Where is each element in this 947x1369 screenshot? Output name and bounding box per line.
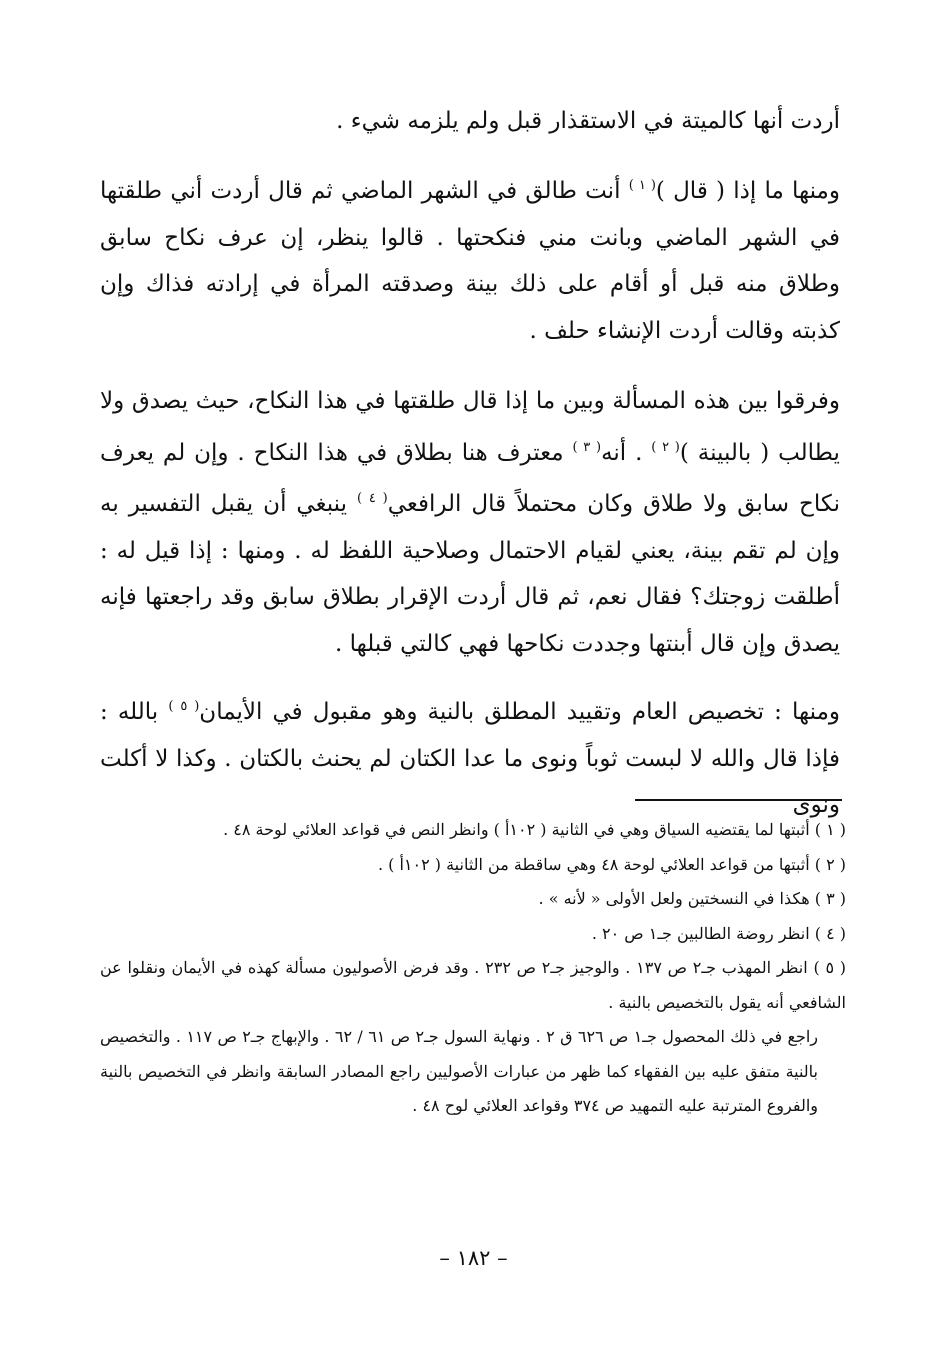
footnote-3: ( ٣ ) هكذا في النسختين ولعل الأولى « لأنه » . [538,889,846,908]
paragraph-3-text-d: ينبغي أن يقبل التفسير به وإن لم تقم بينة، يعني لقيام الاحتمال وصلاحية اللفظ له . ومنها : إذا قيل له : أطلقت زوجتك؟ فقال نعم، ثم قال أردت الإقرار بطلاق سابق وقد راجعتها فإنه يصدق وإن قال أبنتها وجددت نكاحها فهي كالتي قبلها . [100,491,840,657]
page-number: – ١٨٢ – [439,1246,508,1270]
footnote-ref-3: ( ٣ ) [572,439,602,455]
footnote-1: ( ١ ) أثبتها لما يقتضيه السياق وهي في الثانية ( ١٠٢أ ) وانظر النص في قواعد العلائي لوحة ٤٨ . [223,820,846,839]
footnote-ref-2: ( ٢ ) [651,439,680,455]
footnote-ref-1: ( ١ ) [628,178,656,193]
footnote-ref-4: ( ٤ ) [356,491,388,506]
paragraph-1 [100,98,840,145]
footnote-2: ( ٢ ) أثبتها من قواعد العلائي لوحة ٤٨ وهي ساقطة من الثانية ( ١٠٢أ ) . [377,854,846,874]
paragraph-2-text-a: ومنها ما إذا ( قال ) [655,178,840,204]
paragraph-2-text-b: أنت طالق في الشهر الماضي ثم قال أردت أني طلقتها في الشهر الماضي وبانت مني فنكحتها . قالوا ينظر، إن عرف نكاح سابق وطلاق منه قبل أو أقام على ذلك بينة وصدقته المرأة في إرادته فذاك وإن كذبته وقالت أردت الإنشاء حلف . [100,178,840,344]
paragraph-4 [100,684,840,829]
footnotes [100,813,846,1124]
paragraph-3-text-c: معترف هنا بطلاق في هذا النكاح . وإن لم يعرف نكاح سابق ولا طلاق وكان محتملاً قال الرافعي [100,439,840,517]
paragraph-4-text-b: بالله : فإذا قال والله لا لبست ثوباً ونوى ما عدا الكتان لم يحنث بالكتان . وكذا لا أكلت ونوى [100,699,840,818]
footnote-4: ( ٤ ) انظر روضة الطالبين جـ١ ص ٢٠ . [591,923,846,943]
paragraph-1-text: أردت أنها كالميتة في الاستقذار قبل ولم يلزمه شيء . [336,108,840,134]
footnote-5: ( ٥ ) انظر المهذب جـ٢ ص ١٣٧ . والوجيز جـ٢ ص ٢٣٢ . وقد فرض الأصوليون مسألة كهذه في الأيمان ونقلوا عن الشافعي أنه يقول بالتخصيص بالنية . [100,958,847,1012]
paragraph-3 [100,378,840,667]
paragraph-3-text-a: وفرقوا بين هذه المسألة وبين ما إذا قال طلقتها في هذا النكاح، حيث يصدق ولا يطالب ( بالبينة ) [100,388,840,466]
paragraph-3-text-b: . أنه [601,439,652,466]
paragraph-2 [100,163,840,354]
footnote-5-continued: راجع في ذلك المحصول جـ١ ص ٦٢٦ ق ٢ . ونهاية السول جـ٢ ص ٦١ / ٦٢ . والإبهاج جـ٢ ص ١١٧ . والتخصيص بالنية متفق عليه بين الفقهاء كما ظهر من عبارات الأصوليين راجع المصادر السابقة وانظر في التخصيص بالنية والفروع المترتبة عليه التمهيد ص ٣٧٤ وقواعد العلائي لوح ٤٨ . [100,1027,819,1115]
paragraph-4-text-a: ومنها : تخصيص العام وتقييد المطلق بالنية وهو مقبول في الأيمان [199,699,840,725]
footnote-ref-5: ( ٥ ) [168,699,200,714]
footnote-separator [635,799,842,801]
